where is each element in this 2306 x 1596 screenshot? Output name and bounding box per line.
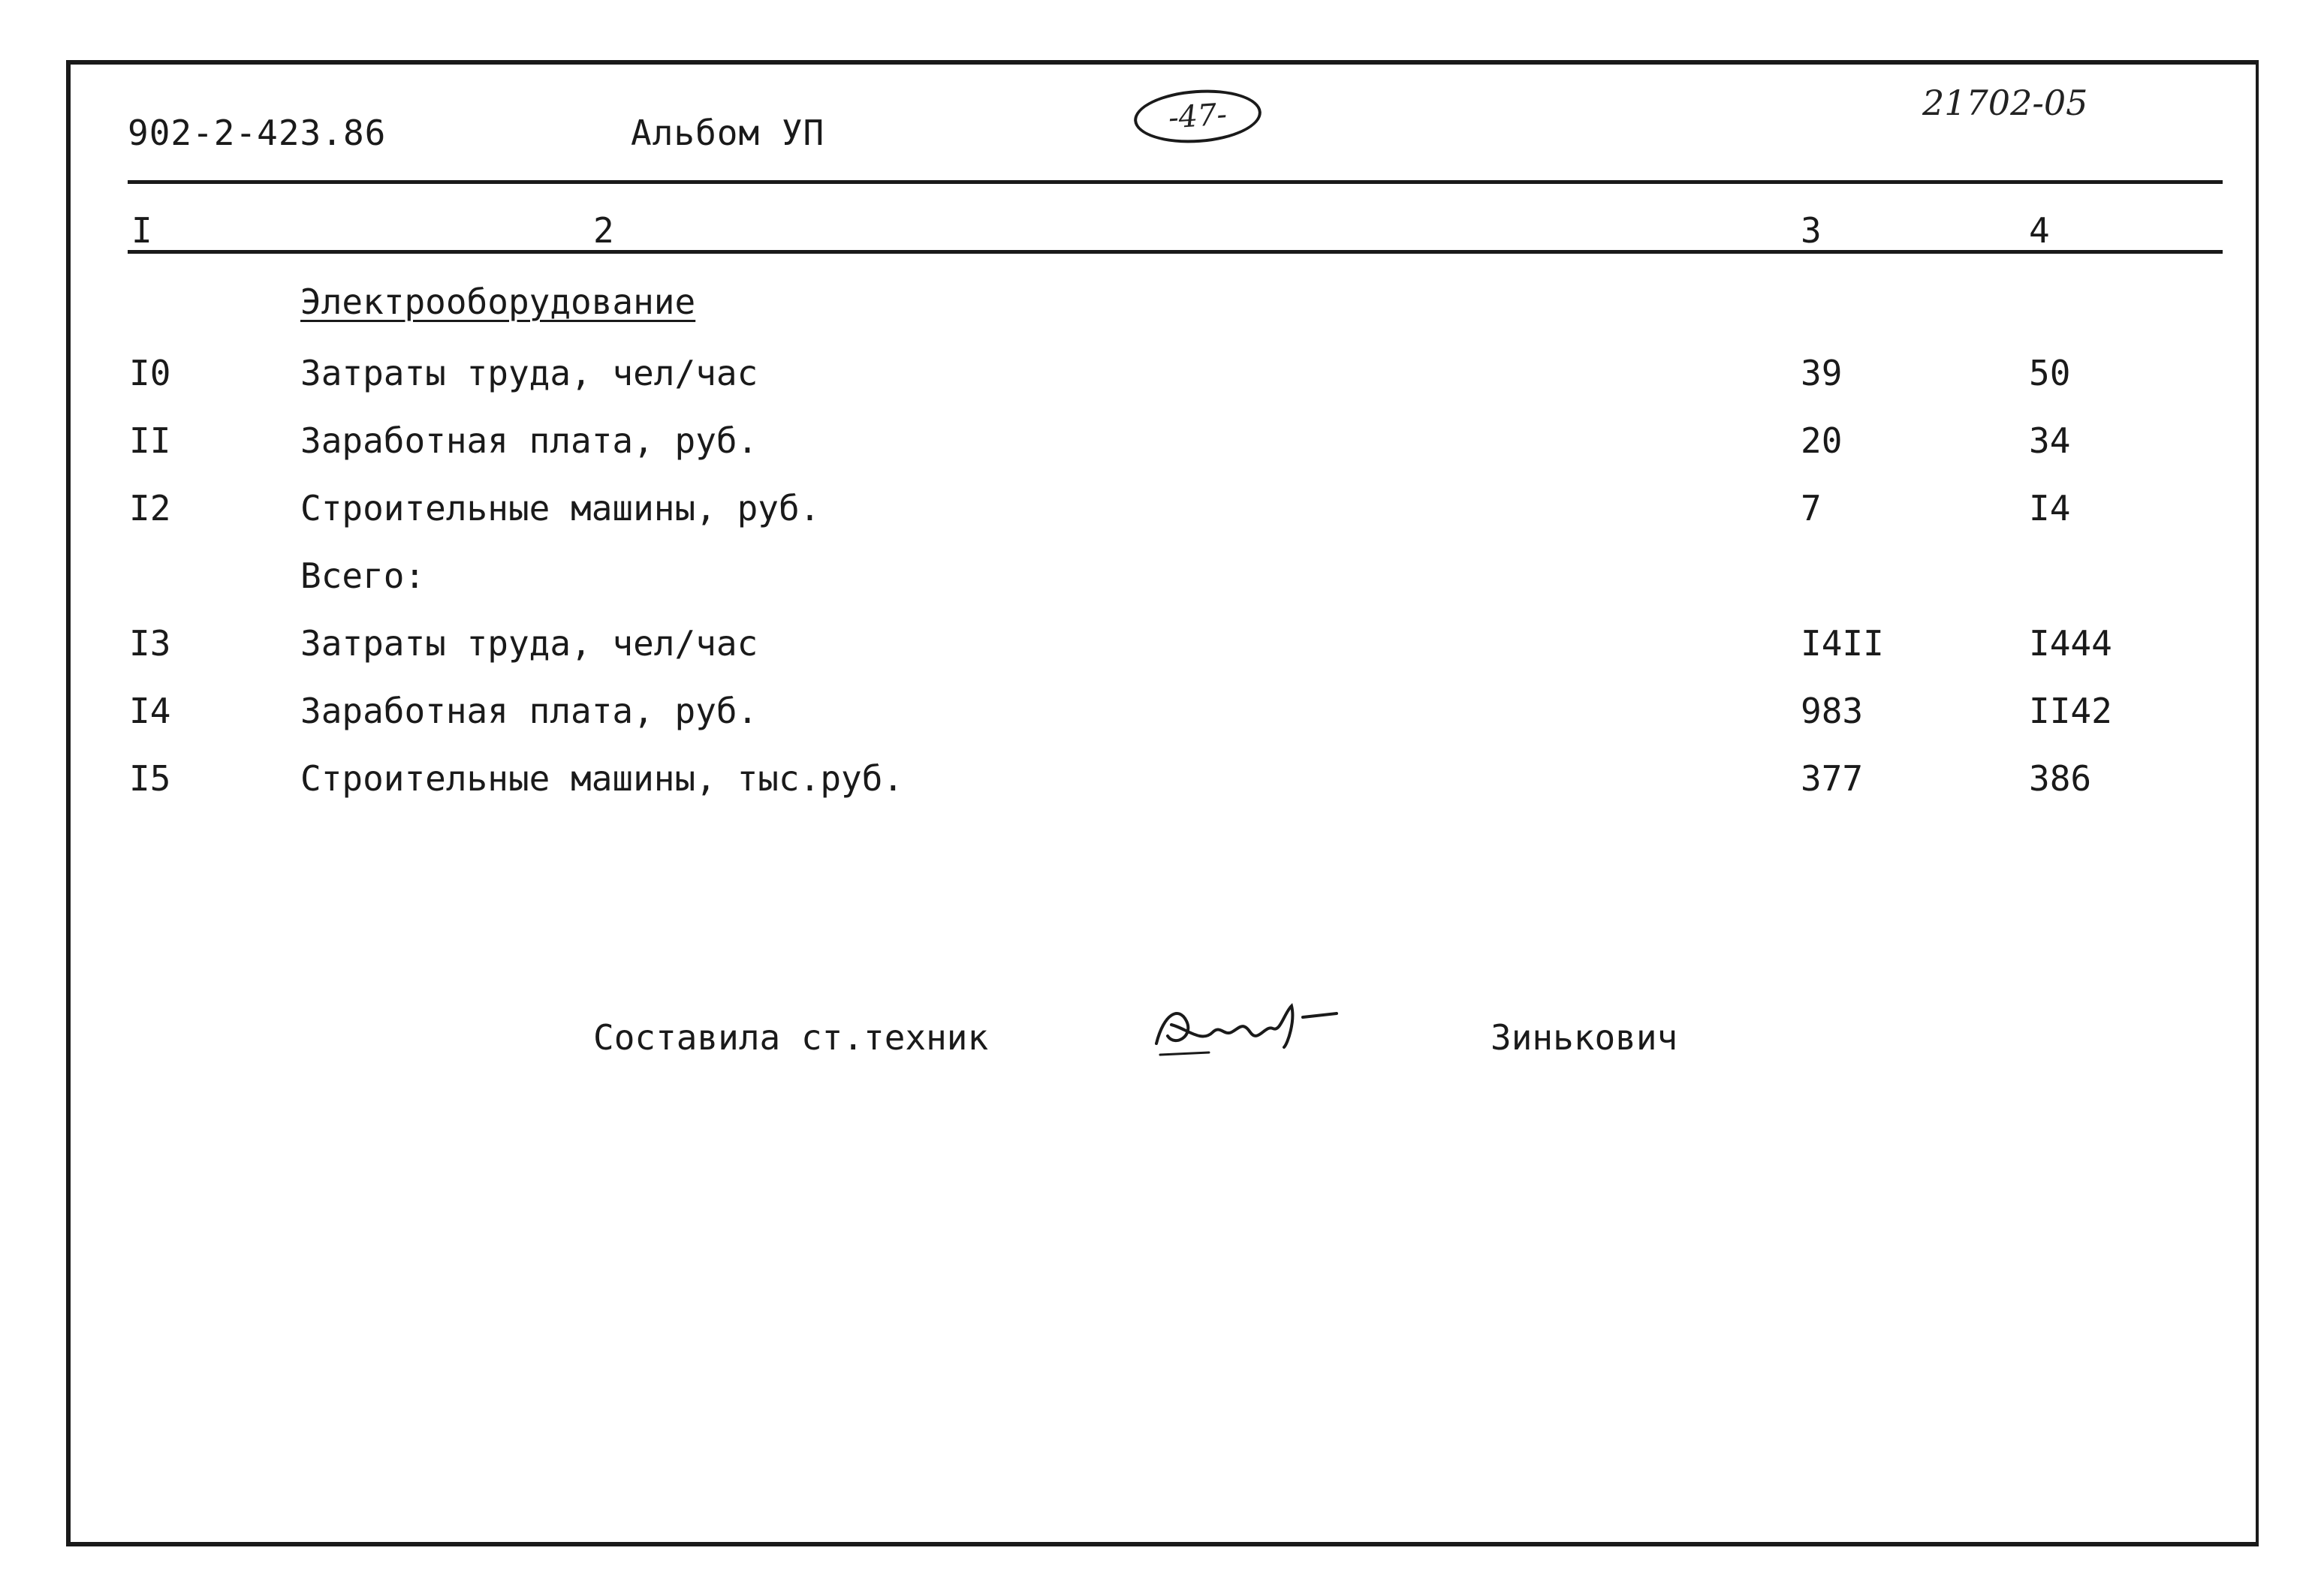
row-label: Затраты труда, чел/час — [300, 623, 758, 664]
row-value-col3: I4II — [1801, 623, 1884, 664]
column-header-2: 2 — [593, 210, 614, 251]
inventory-number: 21702-05 — [1922, 83, 2088, 123]
column-header-1: I — [131, 210, 152, 251]
column-header-4: 4 — [2029, 210, 2050, 251]
row-label: Строительные машины, руб. — [300, 488, 821, 528]
row-number: I4 — [129, 691, 171, 731]
row-label: Заработная плата, руб. — [300, 420, 758, 461]
row-value-col3: 983 — [1801, 691, 1864, 731]
row-label: Заработная плата, руб. — [300, 691, 758, 731]
row-value-col4: I444 — [2029, 623, 2112, 664]
row-value-col3: 377 — [1801, 758, 1864, 799]
signature — [1141, 991, 1367, 1066]
row-number: I3 — [129, 623, 171, 664]
row-number: I0 — [129, 353, 171, 393]
compiled-by-label: Составила ст.техник — [593, 1017, 989, 1058]
column-header-rule — [128, 250, 2223, 254]
row-number: I2 — [129, 488, 171, 528]
album-label: Альбом УП — [631, 113, 825, 153]
doc-code: 902-2-423.86 — [128, 113, 387, 153]
row-value-col3: 7 — [1801, 488, 1822, 528]
header-rule — [128, 180, 2223, 184]
row-value-col3: 20 — [1801, 420, 1843, 461]
compiler-name: Зинькович — [1491, 1017, 1678, 1058]
total-label: Всего: — [300, 556, 426, 596]
row-value-col4: 386 — [2029, 758, 2092, 799]
row-value-col4: 34 — [2029, 420, 2071, 461]
row-label: Затраты труда, чел/час — [300, 353, 758, 393]
row-value-col4: I4 — [2029, 488, 2071, 528]
row-value-col4: II42 — [2029, 691, 2112, 731]
row-number: I5 — [129, 758, 171, 799]
row-value-col4: 50 — [2029, 353, 2071, 393]
column-header-3: 3 — [1801, 210, 1822, 251]
section-title: Электрооборудование — [300, 282, 696, 322]
page-number: -47- — [1167, 97, 1228, 136]
row-label: Строительные машины, тыс.руб. — [300, 758, 904, 799]
row-value-col3: 39 — [1801, 353, 1843, 393]
row-number: II — [129, 420, 171, 461]
